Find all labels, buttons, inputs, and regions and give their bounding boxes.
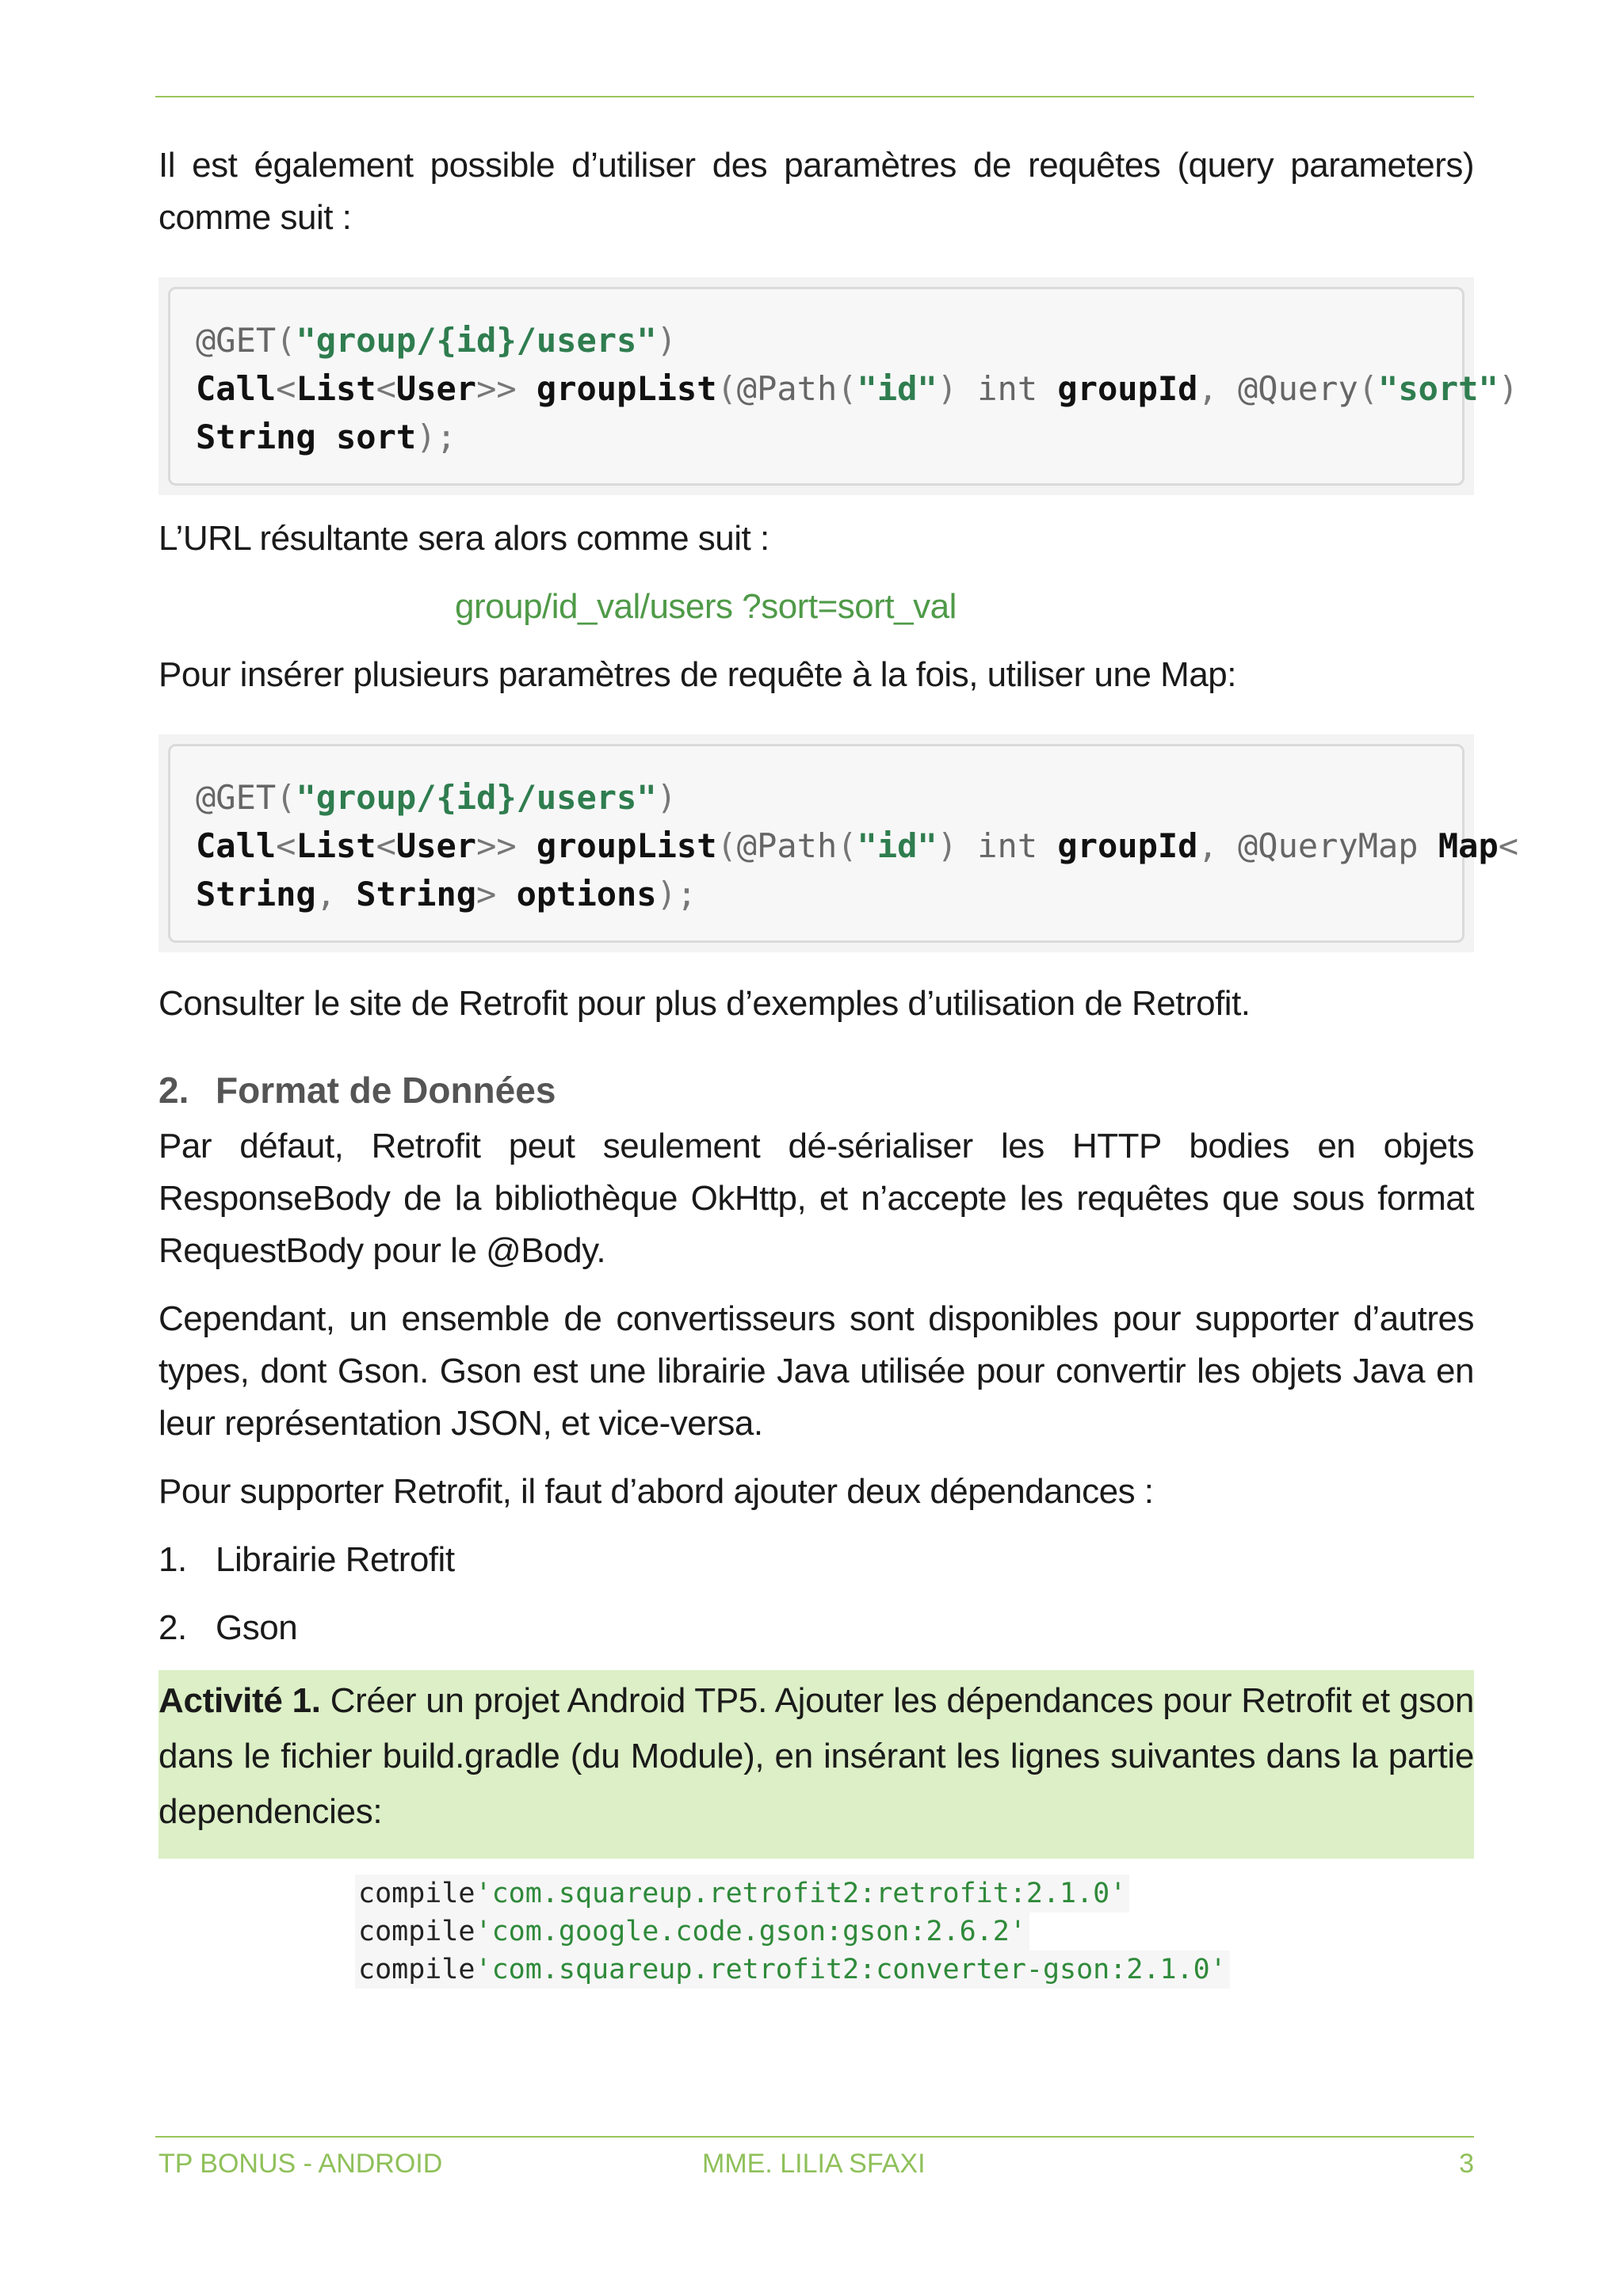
code-type: User: [395, 826, 477, 865]
code-type: String: [196, 418, 316, 456]
paragraph-converters: Cependant, un ensemble de convertisseurs sont disponibles pour supporter d’autres types, dont Gson. Gson est une librairie Java utilisée pour convertir les objets Java en leur représentation JSON, et vice-versa.: [158, 1299, 1474, 1443]
map-intro: Pour insérer plusieurs paramètres de requête à la fois, utiliser une Map:: [158, 655, 1236, 694]
intro-paragraph: Il est également possible d’utiliser des paramètres de requêtes (query parameters) comme suit :: [158, 146, 1474, 237]
list-item: [158, 1534, 1474, 1586]
list-text: Librairie Retrofit: [216, 1540, 455, 1579]
gradle-keyword: compile: [358, 1878, 475, 1909]
list-text: Gson: [216, 1608, 298, 1647]
url-example: group/id_val/users ?sort=sort_val: [455, 587, 957, 626]
code-block-querymap: [158, 734, 1519, 952]
gradle-dependency: 'com.squareup.retrofit2:retrofit:2.1.0': [475, 1878, 1127, 1909]
code-type: Map: [1438, 826, 1499, 865]
code-type: String: [356, 875, 477, 913]
code-annotation: @GET: [196, 321, 277, 360]
code-method: groupList: [536, 826, 717, 865]
code-string: "group/{id}/users": [296, 778, 657, 817]
paragraph-default-format: Par défaut, Retrofit peut seulement dé-sérialiser les HTTP bodies en objets ResponseBody de la bibliothèque OkHttp, et n’accepte les requêtes que sous format RequestBody pour le @Body.: [158, 1127, 1474, 1270]
code-block-query: [158, 277, 1519, 495]
gradle-dependency: 'com.squareup.retrofit2:converter-gson:2.1.0': [475, 1954, 1227, 1985]
consult-paragraph: Consulter le site de Retrofit pour plus d’exemples d’utilisation de Retrofit.: [158, 984, 1251, 1023]
code-type: List: [296, 826, 376, 865]
activity-box: [158, 1670, 1474, 1859]
code-annotation: @QueryMap: [1238, 826, 1419, 865]
section-number: 2.: [158, 1070, 189, 1111]
paragraph-dependencies: Pour supporter Retrofit, il faut d’abord ajouter deux dépendances :: [158, 1472, 1154, 1511]
page-footer: [158, 2149, 1474, 2188]
activity-text: Créer un projet Android TP5. Ajouter les dépendances pour Retrofit et gson dans le fichier build.gradle (du Module), en insérant les lignes suivantes dans la partie dependencies:: [158, 1681, 1474, 1831]
section-title: Format de Données: [216, 1070, 556, 1111]
gradle-line: [355, 1951, 1230, 1989]
code-param: groupId: [1057, 826, 1198, 865]
footer-author: MME. LILIA SFAXI: [702, 2149, 926, 2179]
header-rule: [155, 96, 1474, 97]
code-annotation: @Path: [736, 826, 838, 865]
footer-course: TP BONUS - ANDROID: [158, 2149, 443, 2179]
gradle-line: [355, 1875, 1129, 1913]
code-annotation: @GET: [196, 778, 277, 817]
gradle-keyword: compile: [358, 1954, 475, 1985]
code-param: options: [516, 875, 657, 913]
code-string: "id": [857, 826, 938, 865]
code-param: groupId: [1057, 369, 1198, 408]
code-annotation: @Query: [1238, 369, 1358, 408]
code-type: User: [395, 369, 477, 408]
page-content: [158, 139, 1519, 1989]
gradle-line: [355, 1913, 1029, 1951]
gradle-dependencies: [355, 1875, 1474, 1989]
activity-label: Activité 1.: [158, 1681, 321, 1720]
code-string: "id": [857, 369, 938, 408]
footer-rule: [155, 2136, 1474, 2138]
code-method: groupList: [536, 369, 717, 408]
code-keyword: int: [977, 369, 1038, 408]
code-param: sort: [336, 418, 417, 456]
section-heading: [158, 1066, 1474, 1114]
code-type: Call: [196, 369, 277, 408]
gradle-dependency: 'com.google.code.gson:gson:2.6.2': [475, 1916, 1026, 1947]
code-type: Call: [196, 826, 277, 865]
list-item: [158, 1602, 1474, 1654]
code-block-query-inner: @GET("group/{id}/users") Call<List<User>> groupList(@Path("id") int groupId, @Query("sort") String sort);: [168, 287, 1465, 486]
code-type: List: [296, 369, 376, 408]
list-number: 2.: [158, 1608, 187, 1647]
code-keyword: int: [977, 826, 1038, 865]
code-string: "group/{id}/users": [296, 321, 657, 360]
code-string: "sort": [1378, 369, 1499, 408]
gradle-keyword: compile: [358, 1916, 475, 1947]
url-intro: L’URL résultante sera alors comme suit :: [158, 519, 769, 558]
code-type: String: [196, 875, 316, 913]
list-number: 1.: [158, 1540, 187, 1579]
code-annotation: @Path: [736, 369, 838, 408]
code-block-querymap-inner: @GET("group/{id}/users") Call<List<User>> groupList(@Path("id") int groupId, @QueryMap Map< String, String> options);: [168, 744, 1465, 943]
page-number: 3: [1459, 2149, 1474, 2179]
